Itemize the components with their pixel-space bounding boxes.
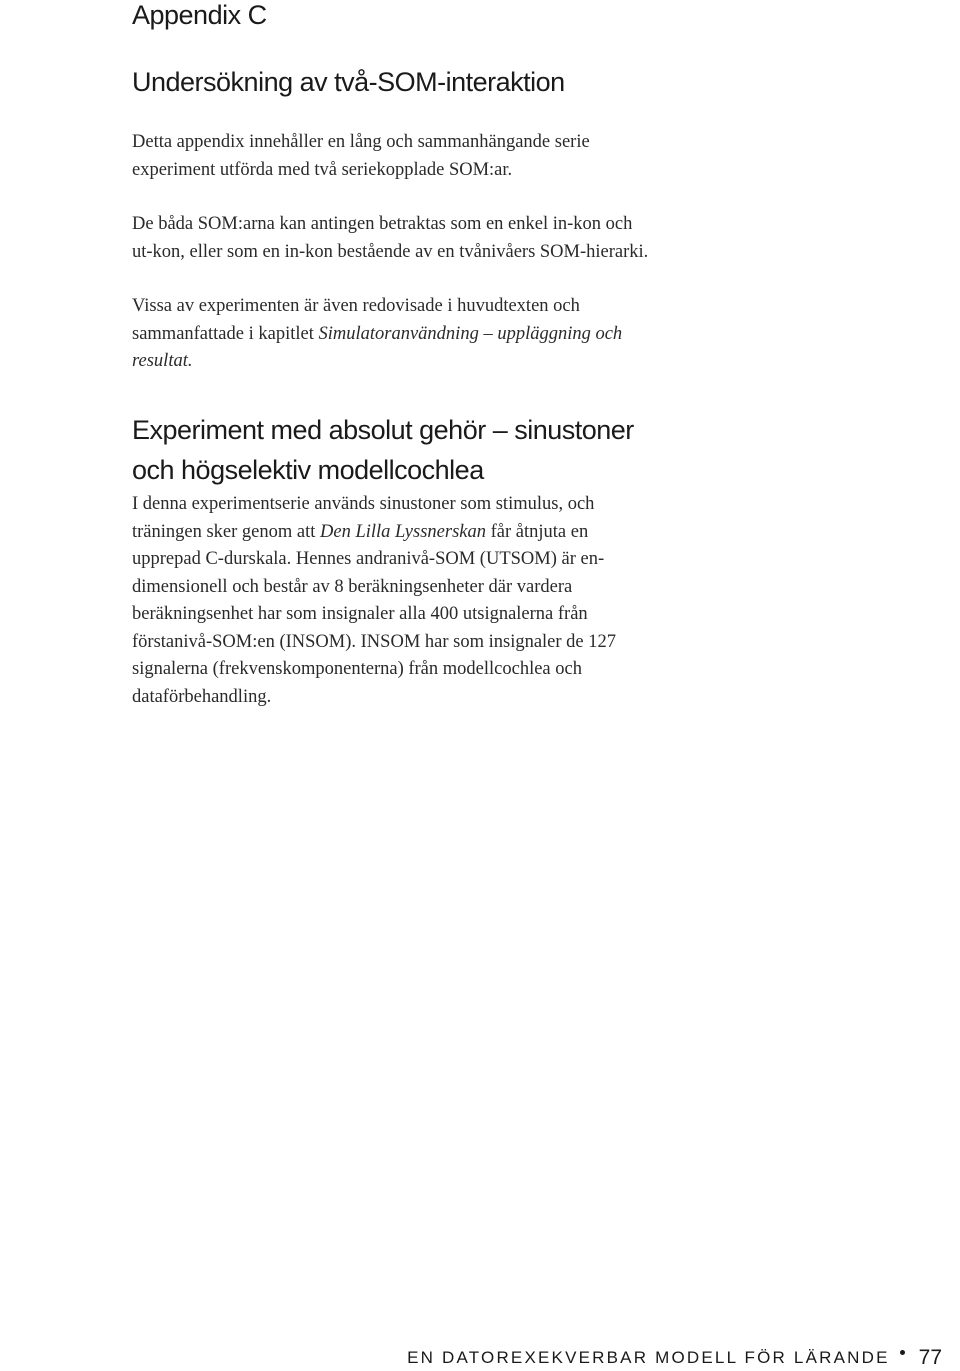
page-footer bbox=[407, 1346, 942, 1370]
text-line: dimensionell och består av 8 beräkningsenheter där vardera bbox=[132, 576, 573, 597]
text-line bbox=[132, 519, 672, 547]
text-line: Detta appendix innehåller en lång och sammanhängande serie bbox=[132, 132, 590, 152]
reference-paragraph bbox=[132, 293, 672, 376]
text-line: ut-kon, eller som en in-kon bestående av en tvånivåers SOM-hierarki. bbox=[132, 241, 649, 262]
text-line bbox=[132, 348, 672, 376]
title-line: Experiment med absolut gehör – sinustoner bbox=[132, 415, 634, 445]
text-line: signalerna (frekvenskomponenterna) från modellcochlea och bbox=[132, 659, 582, 679]
text-line: beräkningsenhet har som insignaler alla 400 utsignalerna från bbox=[132, 604, 588, 624]
chapter-reference: Simulatoranvändning – uppläggning och bbox=[318, 323, 623, 344]
text-segment: sammanfattade i kapitlet bbox=[132, 323, 319, 344]
som-description-paragraph bbox=[132, 211, 672, 266]
text-line: förstanivå-SOM:en (INSOM). INSOM har som insignaler de 127 bbox=[132, 631, 617, 652]
chapter-reference-continued: resultat. bbox=[132, 351, 193, 371]
text-line: experiment utförda med två seriekopplade SOM:ar. bbox=[132, 159, 513, 180]
text-line: De båda SOM:arna kan antingen betraktas som en enkel in-kon och bbox=[132, 214, 633, 234]
text-line: upprepad C-durskala. Hennes andranivå-SOM (UTSOM) är en- bbox=[132, 549, 605, 569]
text-segment: träningen sker genom att bbox=[132, 521, 321, 542]
bullet-separator-icon bbox=[900, 1350, 905, 1355]
experiment-paragraph bbox=[132, 491, 672, 711]
title-line: och högselektiv modellcochlea bbox=[132, 455, 484, 485]
character-name: Den Lilla Lyssnerskan bbox=[320, 521, 486, 542]
page-number: 77 bbox=[918, 1346, 942, 1369]
intro-paragraph bbox=[132, 129, 672, 184]
text-line: Vissa av experimenten är även redovisade i huvudtexten och bbox=[132, 296, 580, 316]
text-line bbox=[132, 321, 672, 349]
section-title-som-interaction: Undersökning av två-SOM-interaktion bbox=[132, 67, 565, 97]
appendix-title: Appendix C bbox=[132, 0, 267, 30]
text-segment: får åtnjuta en bbox=[485, 521, 589, 542]
running-title: EN DATOREXEKVERBAR MODELL FÖR LÄRANDE bbox=[407, 1348, 890, 1367]
text-line: dataförbehandling. bbox=[132, 686, 272, 707]
text-line: I denna experimentserie används sinustoner som stimulus, och bbox=[132, 494, 595, 514]
section-title-absolute-pitch bbox=[132, 410, 634, 490]
